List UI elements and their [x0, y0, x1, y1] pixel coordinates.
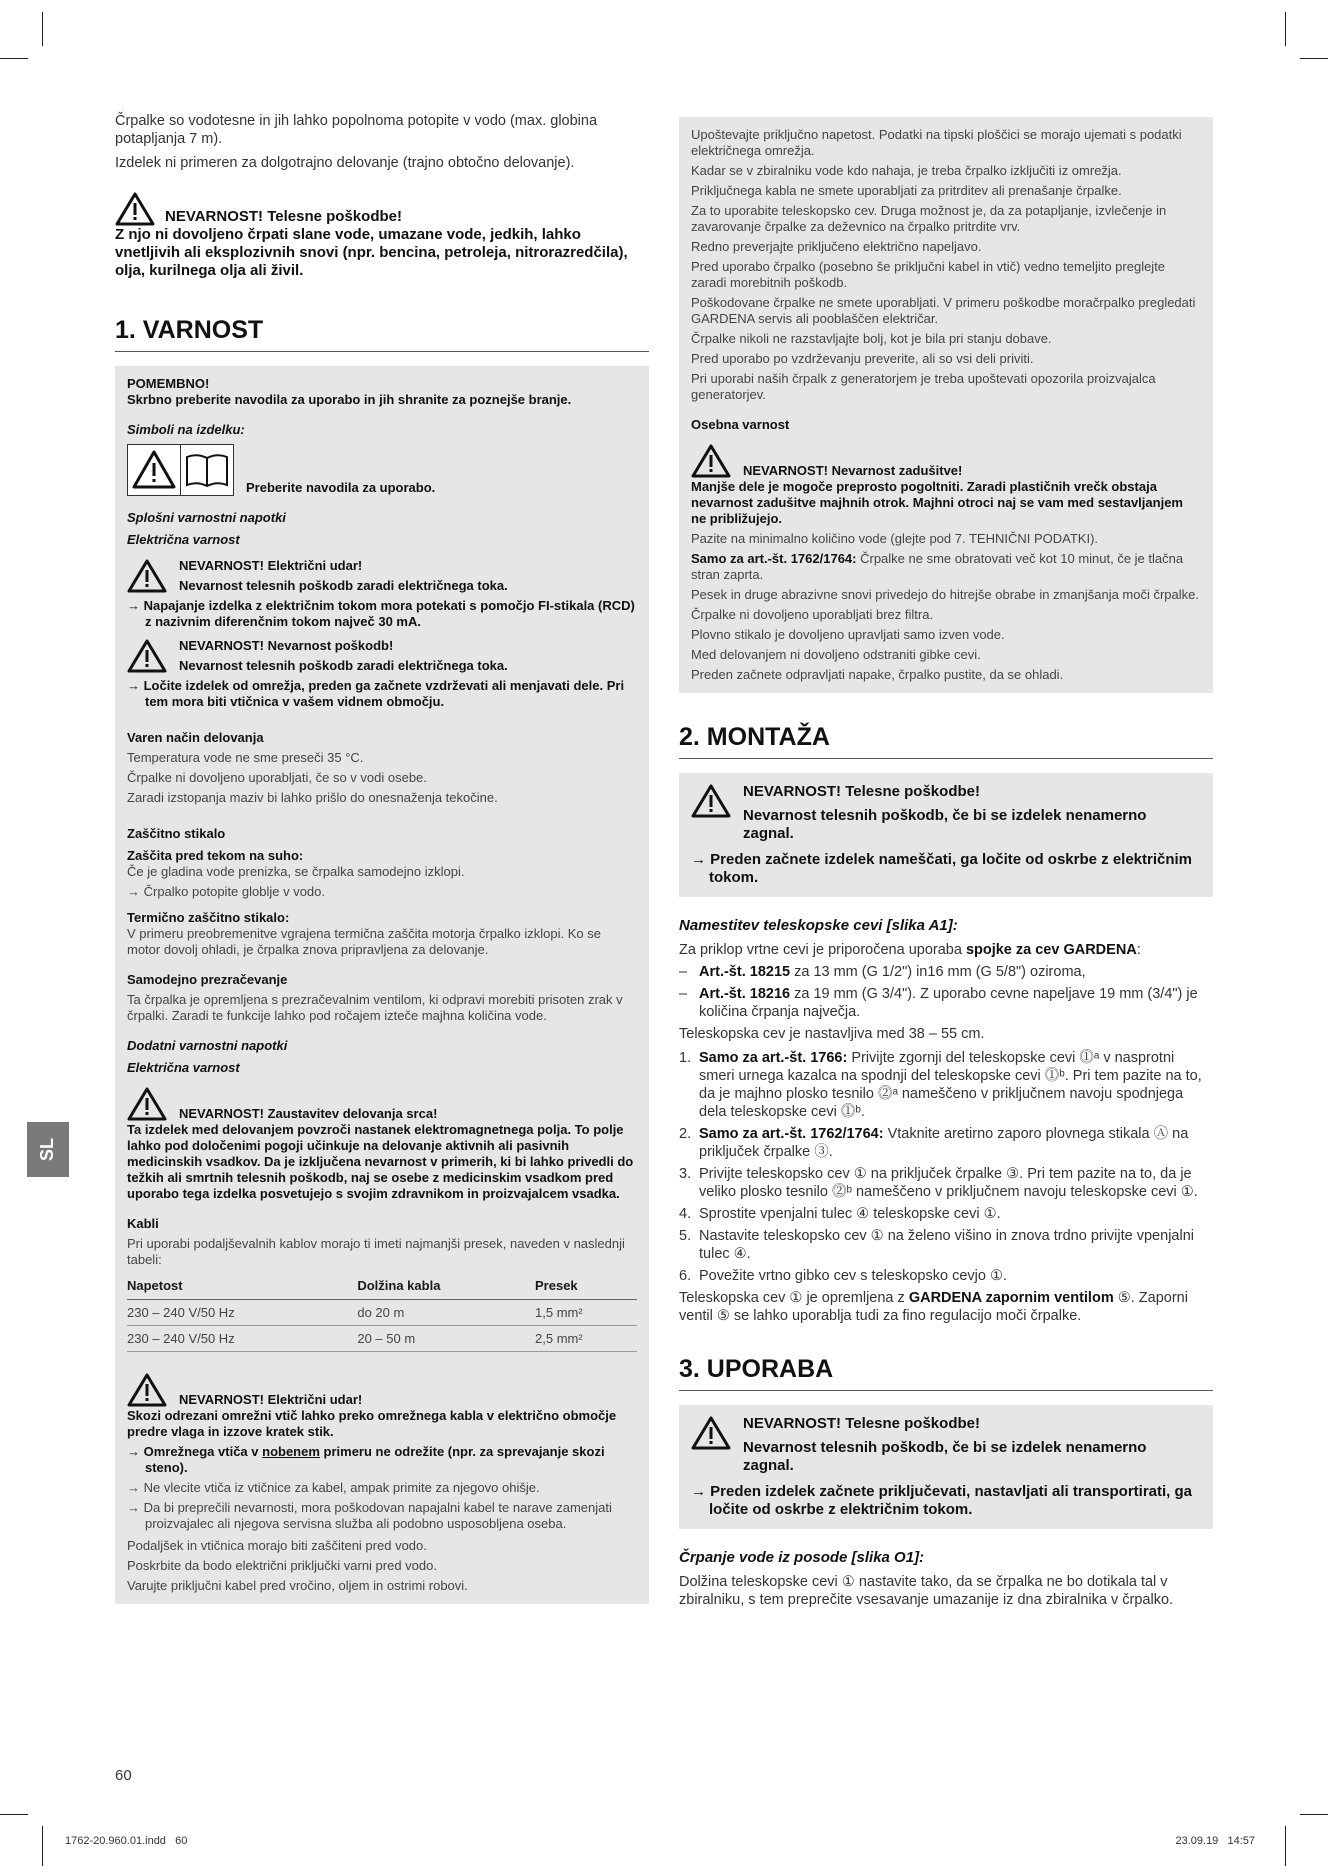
c3: Varujte priključni kabel pred vročino, oljem in ostrimi robovi. [127, 1578, 468, 1593]
montaza-warning-title: NEVARNOST! Telesne poškodbe! [743, 783, 980, 800]
montaza-warning-box [679, 773, 1213, 897]
section-heading-montaza: 2. MONTAŽA [679, 723, 1213, 759]
safety-box [115, 366, 649, 1604]
crop-mark [0, 1814, 28, 1815]
table-cell: 20 – 50 m [357, 1326, 535, 1352]
a4-3: → Da bi preprečili nevarnosti, mora poškodovan napajalni kabel te narave zamenjati proizvajalec ali njegova servisna služba ali podobno usposobljena oseba. [127, 1500, 612, 1531]
vent-text: Ta črpalka je opremljena s prezračevalnim ventilom, ki odpravi morebiti prisoten zrak v črpalki. Zaradi te funkcije lahko pod ročajem izteče majhna količina vode. [127, 992, 623, 1023]
file-name: 1762-20.960.01.indd 60 [65, 1835, 188, 1847]
crop-mark [1285, 1826, 1286, 1866]
warning-icon [691, 443, 731, 479]
montaza-warning-arrow: → Preden začnete izdelek nameščati, ga ločite od oskrbe z električnim tokom. [691, 851, 1193, 886]
rb-l1: Pazite na minimalno količino vode (glejte pod 7. TEHNIČNI PODATKI). [691, 531, 1099, 546]
box-line: Kadar se v zbiralniku vode kdo nahaja, je treba črpalko izključiti iz omrežja. [691, 163, 1122, 178]
w1-text: Nevarnost telesnih poškodb zaradi električnega toka. [179, 578, 508, 593]
rb-l5: Plovno stikalo je dovoljeno upravljati samo izven vode. [691, 627, 1005, 642]
w2-text: Nevarnost telesnih poškodb zaradi električnega toka. [179, 658, 508, 673]
uporaba-warning-title: NEVARNOST! Telesne poškodbe! [743, 1415, 980, 1432]
c2: Poskrbite da bodo električni priključki varni pred vodo. [127, 1558, 437, 1573]
box-line: Redno preverjajte priključeno električno napeljavo. [691, 239, 982, 254]
w4-title: NEVARNOST! Električni udar! [179, 1392, 363, 1407]
table-header: Dolžina kabla [357, 1274, 535, 1300]
table-cell: 230 – 240 V/50 Hz [127, 1300, 357, 1326]
box-line: Upoštevajte priključno napetost. Podatki na tipski ploščici se morajo ujemati s podatki električnega omrežja. [691, 127, 1182, 158]
rb-l3: Pesek in druge abrazivne snovi privedejo do hitrejše obrabe in zmanjšanja moči črpalke. [691, 587, 1199, 602]
uporaba-warning-text: Nevarnost telesnih poškodb, če bi se izdelek nenamerno zagnal. [743, 1439, 1147, 1474]
electric-shock-warning-2 [127, 1372, 637, 1408]
cables-title: Kabli [127, 1216, 159, 1231]
cables-text: Pri uporabi podaljševalnih kablov morajo ti imeti najmanjši presek, naveden v naslednji tabeli: [127, 1236, 625, 1267]
montaza-p1: Za priklop vrtne cevi je priporočena uporaba spojke za cev GARDENA: [679, 942, 1141, 958]
rb-l6: Med delovanjem ni dovoljeno odstraniti gibke cevi. [691, 647, 981, 662]
uporaba-warning [691, 1415, 1201, 1475]
suffocation-warning [691, 443, 1201, 479]
crop-mark [1300, 1814, 1328, 1815]
a4-2: → Ne vlecite vtiča iz vtičnice za kabel, ampak primite za njegovo ohišje. [127, 1480, 540, 1495]
page-number: 60 [115, 1767, 132, 1784]
warning-icon [127, 1372, 167, 1408]
box-line: Pri uporabi naših črpalk z generatorjem je treba upoštevati opozorila proizvajalca generatorjev. [691, 371, 1156, 402]
w4-text: Skozi odrezani omrežni vtič lahko preko omrežnega kabla v električno območje predre vlaga in izzove kratek stik. [127, 1408, 617, 1439]
electric-shock-warning [127, 558, 637, 594]
crop-mark [1300, 58, 1328, 59]
a2: → Ločite izdelek od omrežja, preden ga začnete vzdrževati ali menjavati dele. Pri tem mora biti vtičnica v vašem vidnem območju. [127, 678, 625, 709]
list-item: – Art.-št. 18215 za 13 mm (G 1/2") in16 mm (G 5/8") oziroma, [679, 964, 1086, 980]
danger-injury-warning [115, 192, 649, 226]
w3-title: NEVARNOST! Zaustavitev delovanja srca! [179, 1106, 438, 1121]
warning-icon [127, 558, 167, 594]
general-title: Splošni varnostni napotki [127, 510, 286, 525]
injury-warning [127, 638, 637, 674]
box-line: Priključnega kabla ne smete uporabljati za pritrditev ali prenašanje črpalke. [691, 183, 1122, 198]
montaza-warning-text: Nevarnost telesnih poškodb, če bi se izdelek nenamerno zagnal. [743, 807, 1147, 842]
table-cell: 2,5 mm² [535, 1326, 637, 1352]
box-line: Črpalke nikoli ne razstavljajte bolj, kot je bila pri stanju dobave. [691, 331, 1052, 346]
crop-mark [0, 58, 28, 59]
intro-p2: Izdelek ni primeren za dolgotrajno delovanje (trajno obtočno delovanje). [115, 155, 575, 171]
rb-l7: Preden začnete odpravljati napake, črpalko pustite, da se ohladi. [691, 667, 1064, 682]
right-column [679, 117, 1213, 1609]
list-item: – Art.-št. 18216 za 19 mm (G 3/4"). Z uporabo cevne napeljave 19 mm (3/4") je količina črpanja največja. [679, 986, 1198, 1020]
cable-table [127, 1274, 637, 1352]
electric-title: Električna varnost [127, 532, 240, 547]
left-column [115, 112, 649, 1604]
thermal-title: Termično zaščitno stikalo: [127, 910, 290, 925]
table-header: Presek [535, 1274, 637, 1300]
box-line: Poškodovane črpalke ne smete uporabljati. V primeru poškodbe moračrpalko pregledati GARDENA servis ali pooblaščen električar. [691, 295, 1196, 326]
warning-icon [115, 192, 155, 226]
print-date: 23.09.19 14:57 [1175, 1835, 1255, 1847]
personal-title: Osebna varnost [691, 417, 790, 432]
important-text: Skrbno preberite navodila za uporabo in jih shranite za poznejše branje. [127, 392, 572, 407]
table-row [127, 1326, 637, 1352]
montaza-p3: Teleskopska cev ① je opremljena z GARDENA zapornim ventilom ⑤. Zaporni ventil ⑤ se lahko uporablja tudi za fino regulacijo moči črpalke. [679, 1290, 1188, 1324]
step: 5. Nastavite teleskopsko cev ① na želeno višino in znova trdno privijte vpenjalni tulec ④. [679, 1228, 1194, 1262]
box-line: Za to uporabite teleskopsko cev. Druga možnost je, da za potapljanje, izvlečenje in zavarovanje črpalke za deževnico na črpalko pritrdite vrv. [691, 203, 1167, 234]
table-row [127, 1300, 637, 1326]
safe-3: Zaradi izstopanja maziv bi lahko prišlo do onesnaženja tekočine. [127, 790, 498, 805]
step: 6. Povežite vrtno gibko cev s teleskopsko cevjo ①. [679, 1268, 1007, 1284]
uporaba-warning-arrow: → Preden izdelek začnete priključevati, nastavljati ali transportirati, ga ločite od oskrbe z električnim tokom. [691, 1483, 1193, 1518]
suffocation-text: Manjše dele je mogoče preprosto pogoltniti. Zaradi plastičnih vrečk obstaja nevarnost zadušitve majhnih otrok. Majhni otroci naj se vam med sestavljanjem ne približujejo. [691, 479, 1183, 526]
crop-mark [1285, 12, 1286, 46]
table-header: Napetost [127, 1274, 357, 1300]
heart-warning [127, 1086, 637, 1122]
symbols-text: Preberite navodila za uporabo. [246, 480, 436, 495]
a4-1: → Omrežnega vtiča v nobenem primeru ne odrežite (npr. za sprevajanje skozi steno). [127, 1444, 605, 1475]
vent-title: Samodejno prezračevanje [127, 972, 288, 987]
symbol-box [127, 444, 234, 496]
rb-l4: Črpalke ni dovoljeno uporabljati brez filtra. [691, 607, 934, 622]
symbols-title: Simboli na izdelku: [127, 422, 245, 437]
table-cell: 1,5 mm² [535, 1300, 637, 1326]
warning-icon [691, 783, 731, 819]
table-cell: do 20 m [357, 1300, 535, 1326]
uporaba-warning-box [679, 1405, 1213, 1529]
section-heading-varnost: 1. VARNOST [115, 316, 649, 352]
table-cell: 230 – 240 V/50 Hz [127, 1326, 357, 1352]
intro-p1: Črpalke so vodotesne in jih lahko popolnoma potopite v vodo (max. globina potapljanja 7 m). [115, 113, 598, 147]
danger-title: NEVARNOST! Telesne poškodbe! [165, 208, 402, 225]
box-line: Pred uporabo po vzdrževanju preverite, ali so vsi deli priviti. [691, 351, 1034, 366]
safe-title: Varen način delovanja [127, 730, 264, 745]
danger-text: Z njo ni dovoljeno črpati slane vode, umazane vode, jedkih, lahko vnetljivih ali eksplozivnih snovi (npr. bencina, petroleja, nitrorazredčila), olja, kurilnega olja ali živil. [115, 226, 628, 279]
pumping-title: Črpanje vode iz posode [slika O1]: [679, 1549, 925, 1566]
box-line: Pred uporabo črpalko (posebno še priključni kabel in vtič) vedno temeljito preglejte zaradi morebitnih poškodb. [691, 259, 1166, 290]
electric-title-2: Električna varnost [127, 1060, 240, 1075]
a1: → Napajanje izdelka z električnim tokom mora potekati s pomočjo FI-stikala (RCD) z nazivnim diferenčnim tokom največ 30 mA. [127, 598, 635, 629]
w3-text: Ta izdelek med delovanjem povzroči nastanek elektromagnetnega polja. To polje lahko pod določenimi pogoji učinkuje na delovanje aktivnih ali pasivnih medicinskih vsadkov. Da je izključena nevarnost v primerih, ki bi lahko privedli do težkih ali smrtnih telesnih poškodb, naj se osebe z medicinskim vsadkom pred uporabo tega izdelka posvetujejo s svojim zdravnikom in proizvajalcem vsadka. [127, 1122, 634, 1201]
step: 2. Samo za art.-št. 1762/1764: Vtaknite aretirno zaporo plovnega stikala Ⓐ na priključek črpalke ③. [679, 1126, 1189, 1160]
c1: Podaljšek in vtičnica morajo biti zaščiteni pred vodo. [127, 1538, 427, 1553]
uporaba-p1: Dolžina teleskopske cevi ① nastavite tako, da se črpalka ne bo dotikala tal v zbiralniku, s tem preprečite vsesavanje umazanije iz dna zbiralnika v črpalko. [679, 1574, 1174, 1608]
safe-1: Temperatura vode ne sme preseči 35 °C. [127, 750, 364, 765]
switch-title: Zaščitno stikalo [127, 826, 226, 841]
dry-1: Če je gladina vode prenizka, se črpalka samodejno izklopi. [127, 864, 465, 879]
important-label: POMEMBNO! [127, 376, 210, 391]
telescope-title: Namestitev teleskopske cevi [slika A1]: [679, 917, 958, 934]
symbols-row [127, 444, 637, 496]
w2-title: NEVARNOST! Nevarnost poškodb! [179, 638, 394, 653]
thermal-text: V primeru preobremenitve vgrajena termična zaščita motorja črpalko izklopi. Ko se motor dovolj ohladi, je črpalka znova pripravljena za delovanje. [127, 926, 601, 957]
section-heading-uporaba: 3. UPORABA [679, 1355, 1213, 1391]
montaza-p2: Teleskopska cev je nastavljiva med 38 – 55 cm. [679, 1026, 985, 1042]
dry-title: Zaščita pred tekom na suho: [127, 848, 304, 863]
crop-mark [42, 1826, 43, 1866]
warning-icon [127, 638, 167, 674]
safety-box-continued [679, 117, 1213, 693]
rb-l2: Samo za art.-št. 1762/1764: Črpalke ne sme obratovati več kot 10 minut, če je tlačna stran zaprta. [691, 551, 1184, 582]
w1-title: NEVARNOST! Električni udar! [179, 558, 363, 573]
step: 3. Privijte teleskopsko cev ① na priključek črpalke ③. Pri tem pazite na to, da je veliko plosko tesnilo ⓶ᵇ nameščeno v priključnem navoju teleskopske cevi ①. [679, 1166, 1198, 1200]
warning-icon [127, 1086, 167, 1122]
safe-2: Črpalke ni dovoljeno uporabljati, če so v vodi osebe. [127, 770, 427, 785]
warning-icon [128, 445, 181, 495]
step: 1. Samo za art.-št. 1766: Privijte zgornji del teleskopske cevi ⓵ᵃ v nasprotni smeri urnega kazalca na spodnji del teleskopske cevi ⓵ᵇ. Pri tem pazite na to, da je majhno plosko tesnilo ⓶ᵃ nameščeno v priključnem navoju spodnjega dela teleskopske cevi ⓵ᵇ. [679, 1050, 1202, 1120]
warning-icon [691, 1415, 731, 1451]
montaza-warning [691, 783, 1201, 843]
step: 4. Sprostite vpenjalni tulec ④ teleskopske cevi ①. [679, 1206, 1001, 1222]
dry-2: → Črpalko potopite globlje v vodo. [127, 884, 326, 899]
language-tab: SL [27, 1122, 69, 1177]
crop-mark [42, 12, 43, 46]
book-icon [181, 445, 233, 495]
suffocation-title: NEVARNOST! Nevarnost zadušitve! [743, 463, 963, 478]
extra-title: Dodatni varnostni napotki [127, 1038, 288, 1053]
